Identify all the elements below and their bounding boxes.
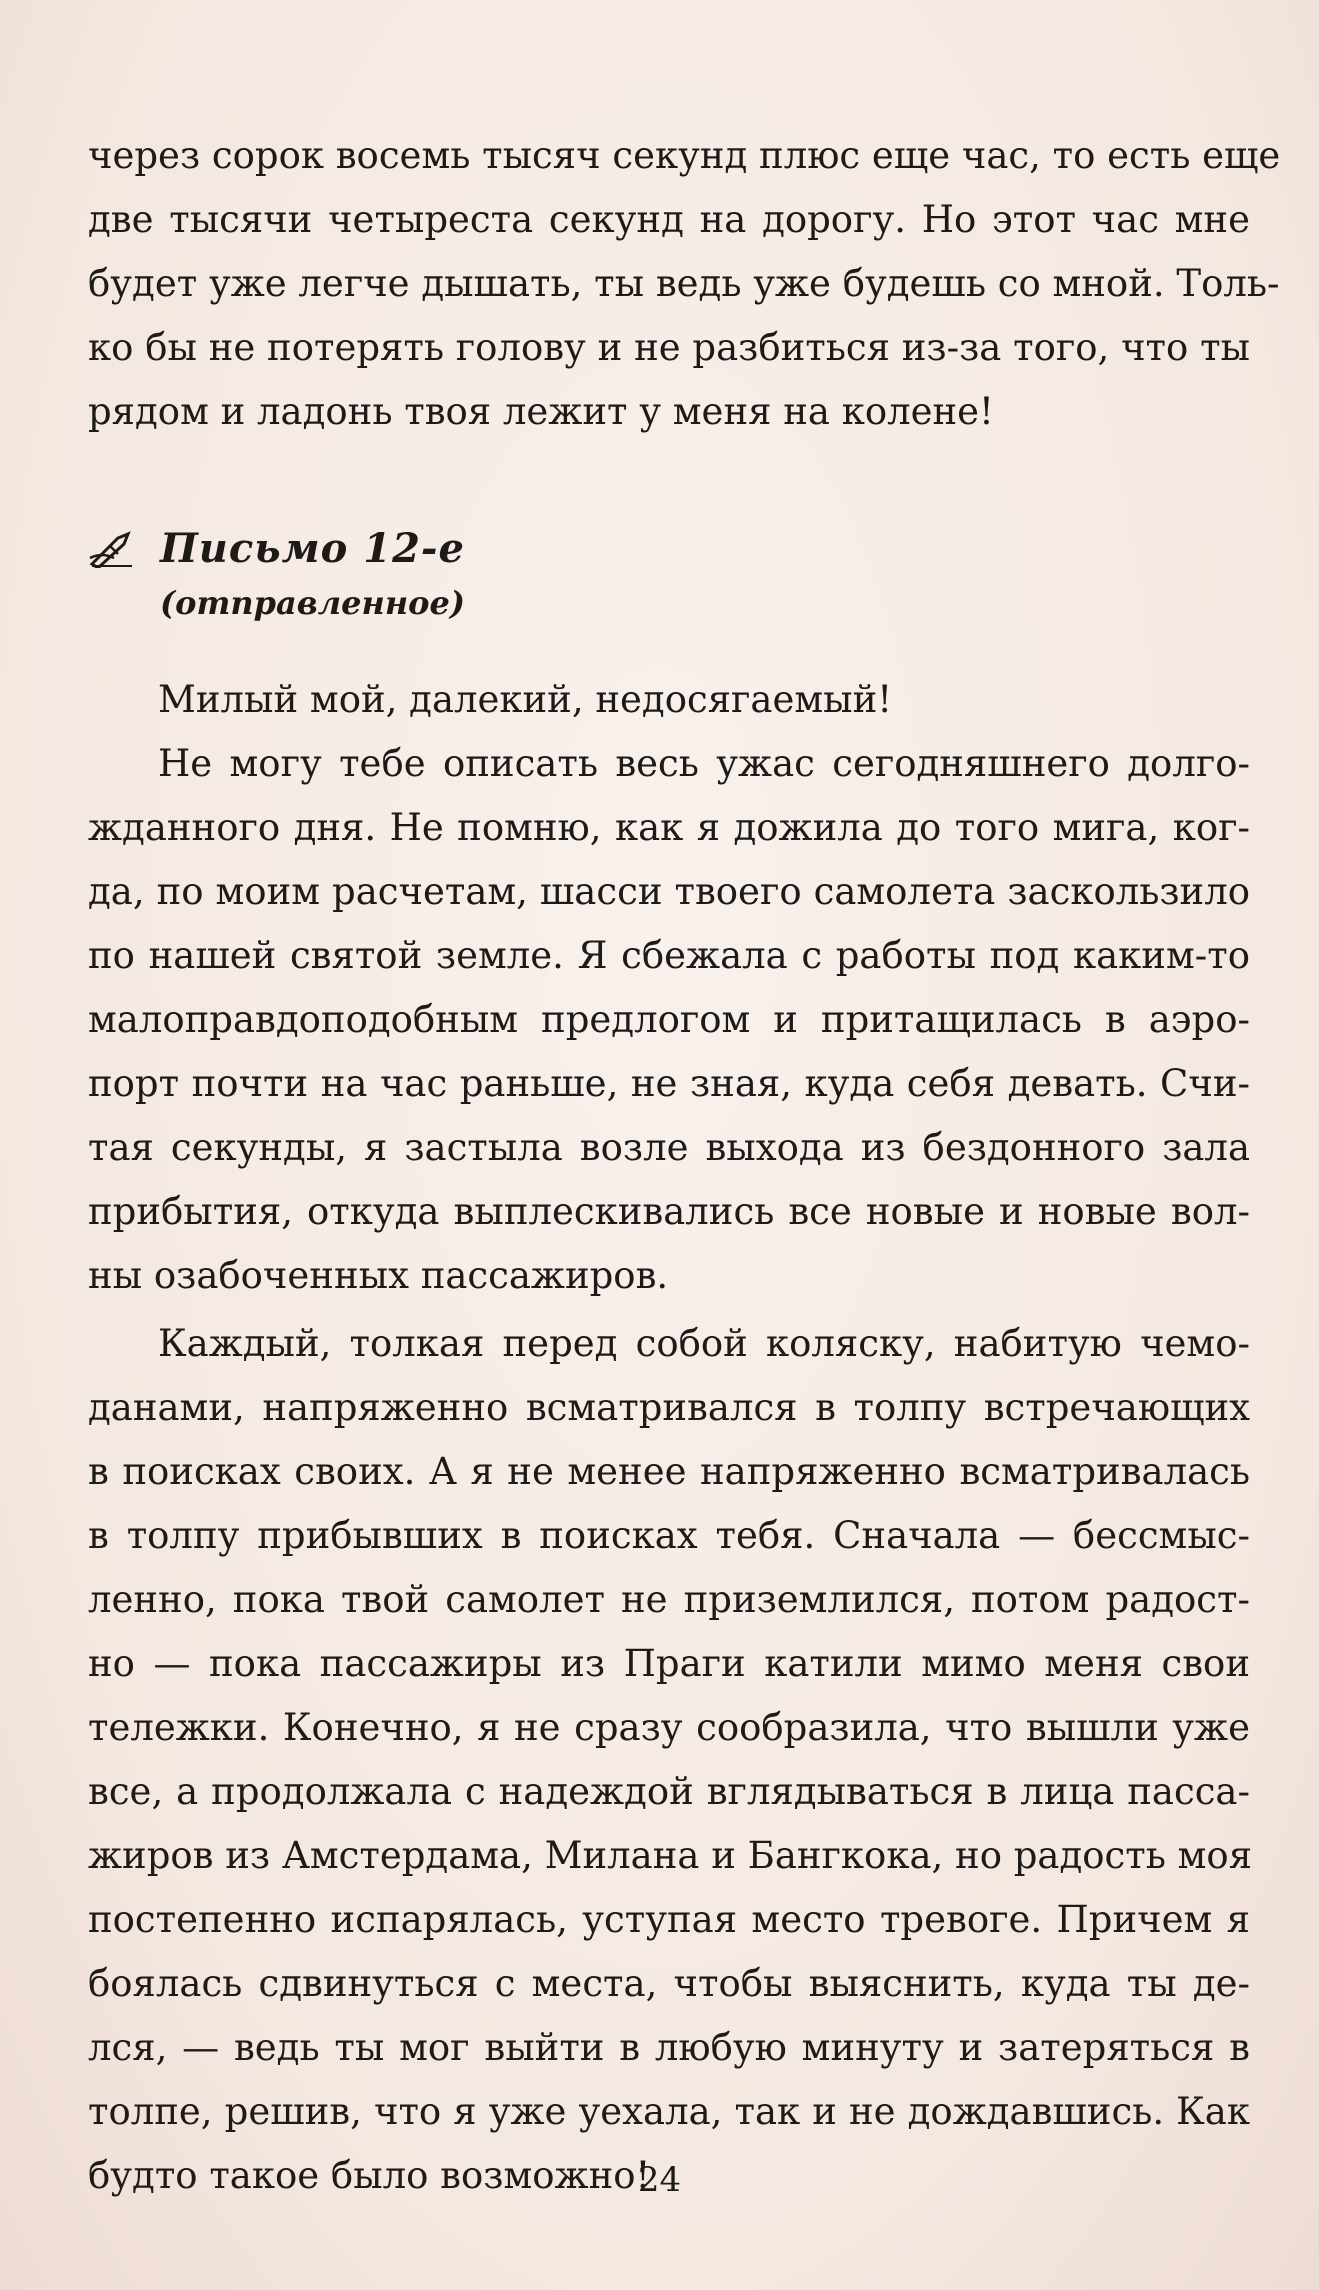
text-line: ко бы не потерять голову и не разбиться из-за того, что ты: [88, 326, 1250, 369]
letter-title: Письмо 12-е: [160, 524, 465, 572]
text-line: жданного дня. Не помню, как я дожила до того мига, ког-: [88, 806, 1250, 849]
text-line: Каждый, толкая перед собой коляску, набитую чемо-: [158, 1322, 1250, 1365]
text-line: но — пока пассажиры из Праги катили мимо меня свои: [88, 1642, 1250, 1685]
text-line: по нашей святой земле. Я сбежала с работы под каким-то: [88, 934, 1250, 977]
text-line: тележки. Конечно, я не сразу сообразила, что вышли уже: [88, 1706, 1250, 1749]
text-line: будет уже легче дышать, ты ведь уже будешь со мной. Толь-: [88, 262, 1280, 305]
paragraph-waiting: [88, 1312, 1253, 2208]
text-line: Не могу тебе описать весь ужас сегодняшнего долго-: [158, 742, 1250, 785]
greeting-line: Милый мой, далекий, недосягаемый!: [158, 678, 893, 721]
text-line: малоправдоподобным предлогом и притащилась в аэро-: [88, 998, 1250, 1041]
text-line: толпе, решив, что я уже уехала, так и не дождавшись. Как: [88, 2090, 1250, 2133]
text-line: ленно, пока твой самолет не приземлился, потом радост-: [88, 1578, 1250, 1621]
text-line: в толпу прибывших в поисках тебя. Сначала — бессмыс-: [88, 1514, 1250, 1557]
text-line: да, по моим расчетам, шасси твоего самолета заскользило: [88, 870, 1250, 913]
text-line: боялась сдвинуться с места, чтобы выяснить, куда ты де-: [88, 1962, 1250, 2005]
text-line: все, а продолжала с надеждой вглядываться в лица пасса-: [88, 1770, 1250, 1813]
intro-paragraph: [88, 124, 1281, 444]
text-line: тая секунды, я застыла возле выхода из бездонного зала: [88, 1126, 1250, 1169]
text-line: ны озабоченных пассажиров.: [88, 1254, 669, 1297]
text-line: прибытия, откуда выплескивались все новые и новые вол-: [88, 1190, 1250, 1233]
pen-nib-icon: [88, 528, 136, 568]
letter-subtitle: (отправленное): [160, 584, 466, 622]
text-line: через сорок восемь тысяч секунд плюс еще час, то есть еще: [88, 134, 1281, 177]
text-line: будто такое было возможно!: [88, 2154, 651, 2197]
letter-heading: [88, 520, 688, 622]
text-line: рядом и ладонь твоя лежит у меня на колене!: [88, 390, 994, 433]
text-line: данами, напряженно всматривался в толпу встречающих: [88, 1386, 1250, 1429]
page-number: 24: [637, 2160, 682, 2200]
text-line: в поисках своих. А я не менее напряженно всматривалась: [88, 1450, 1250, 1493]
text-line: постепенно испарялась, уступая место тревоге. Причем я: [88, 1898, 1250, 1941]
text-line: лся, — ведь ты мог выйти в любую минуту и затеряться в: [88, 2026, 1250, 2069]
text-line: порт почти на час раньше, не зная, куда себя девать. Счи-: [88, 1062, 1250, 1105]
text-line: жиров из Амстердама, Милана и Бангкока, но радость моя: [88, 1834, 1253, 1877]
paragraph-arrival: [88, 668, 1250, 1308]
text-line: две тысячи четыреста секунд на дорогу. Но этот час мне: [88, 198, 1250, 241]
